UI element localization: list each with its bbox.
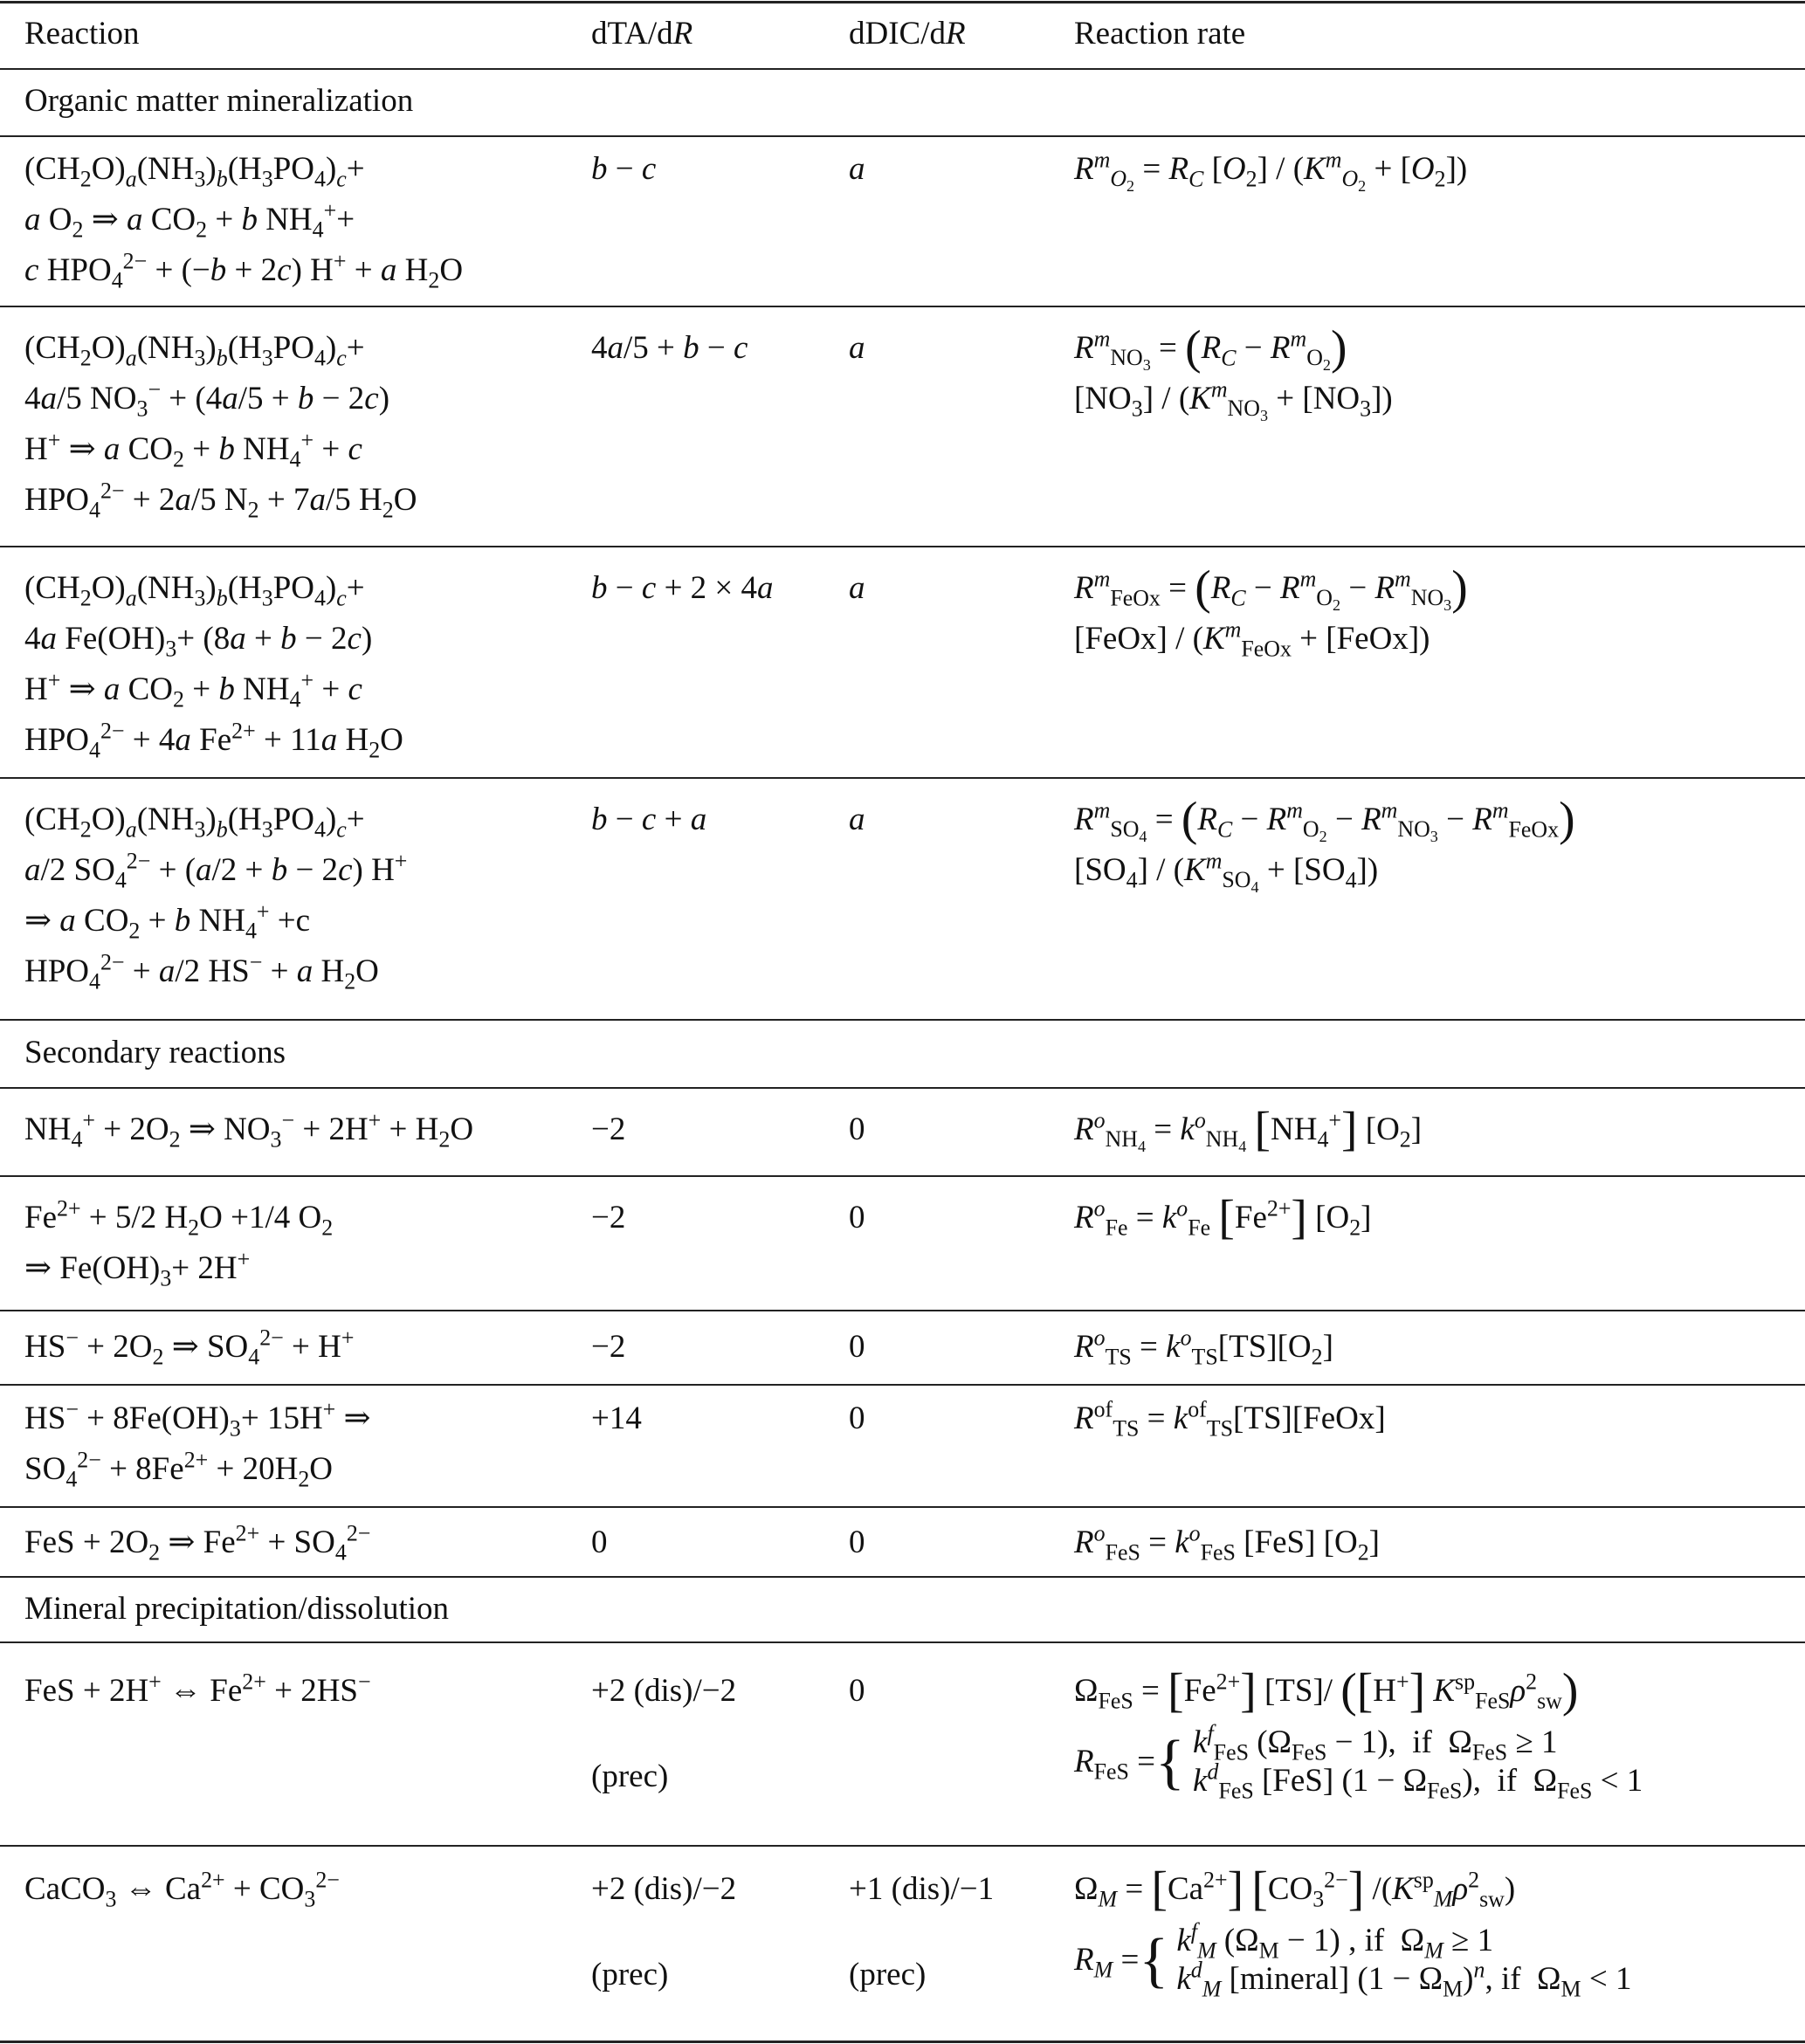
rule: [0, 777, 1805, 779]
rule: [0, 1019, 1805, 1021]
reaction-cell: $Fe^{2+} + 5/2$ $H_2O +1/4$ $O_2$ ⇒ $Fe(OH)_3+ 2H^+$: [24, 1195, 334, 1291]
rule: [0, 1087, 1805, 1089]
rate-cell: $\Omega_M = [Ca^{2+}]$ $[CO_3^{2-}]$ $/(K^{sp}_M\rho^2_{sw})$ $R_M$ ={ $k^f_M$ $(\Omega_M - 1)$ , if $\Omega_M \ge 1$ $k^d_M$ [mineral] $(1 - \Omega_M)^n$, if $\Omega_M < 1$: [1074, 1862, 1632, 2002]
ddic-line: +1 (dis)/−1: [849, 1871, 995, 1907]
section-heading: Secondary reactions: [24, 1035, 286, 1070]
dta-cell: −2: [591, 1329, 626, 1365]
section-heading: Mineral precipitation/dissolution: [24, 1591, 450, 1627]
reaction-cell: $NH_4^+ + 2O_2$ ⇒ $NO_3^- + 2H^+ + H_2O$: [24, 1107, 474, 1153]
reaction-cell: $(CH_2O)_a(NH_3)_b(H_3PO_4)_c+$ 4a $Fe(OH)_3+ (8a + b - 2c)$ H+ ⇒ a $CO_2 + b$ $NH_4^+ + c$ $HPO_4^{2-} + 4a$ $Fe^{2+} + 11a$ $H_2O$: [24, 570, 403, 763]
reaction-cell: $(CH_2O)_a(NH_3)_b(H_3PO_4)_c+$ a/2 $SO_4^{2-} + (a/2 + b - 2c)$ H+ ⇒ a $CO_2 + b$ $NH_4^+ +c$ $HPO_4^{2-} + a/2$ HS− + a $H_2O$: [24, 802, 408, 994]
rate-cell: $R^{of}_{TS}$ = $k^{of}_{TS}[TS][FeOx]$: [1074, 1396, 1386, 1442]
reaction-cell: FeS + $2O_2$ ⇒ $Fe^{2+} + SO_4^{2-}$: [24, 1520, 371, 1566]
ddic-cell: 0: [849, 1673, 865, 1709]
ddic-cell: 0: [849, 1401, 865, 1436]
col-header-rate: Reaction rate: [1074, 16, 1246, 52]
rate-cell: $R^m_{NO_3} = (R_C - R^m_{O_2})$ $[NO_3] / (K^m_{NO_3} + [NO_3])$: [1074, 321, 1393, 425]
ddic-cell: 0: [849, 1524, 865, 1560]
col-header-ddic: dDIC/dR: [849, 16, 966, 52]
dta-line: (prec): [591, 1758, 669, 1794]
dta-cell: b − c: [591, 151, 657, 187]
rule: [0, 1175, 1805, 1177]
dta-cell: 0: [591, 1524, 608, 1560]
rule-top: [0, 1, 1805, 3]
dta-line: +2 (dis)/−2: [591, 1673, 737, 1709]
col-header-dta: dTA/dR: [591, 16, 693, 52]
ddic-cell: a: [849, 330, 865, 366]
rate-cell: $\Omega_{FeS} = [Fe^{2+}]$ [TS]/ ([H+] $K^{sp}_{FeS}\rho^2_{sw}$) $R_{FeS}$ ={ $k^f_{FeS}$ $(\Omega_{FeS} - 1)$, if $\Omega_{FeS} \ge 1$ $k^d_{FeS}$ [FeS] $(1 - \Omega_{FeS})$, if $\Omega_{FeS} < 1$: [1074, 1664, 1643, 1804]
ddic-cell: [849, 1864, 994, 2000]
col-header-reaction: Reaction: [24, 16, 140, 52]
reaction-cell: $(CH_2O)_a(NH_3)_b(H_3PO_4)_c+$ 4a/5 $NO_3^- + (4a/5 + b - 2c)$ H+ ⇒ a $CO_2 + b$ $NH_4^+ + c$ $HPO_4^{2-} + 2a/5$ $N_2 + 7a/5$ $H_2O$: [24, 330, 417, 523]
rule: [0, 1845, 1805, 1847]
rate-cell: $R^m_{FeOx} = (R_C - R^m_{O_2} - R^m_{NO_3})$ [FeOx] / ($K^m_{FeOx}$ + [FeOx]): [1074, 561, 1468, 662]
dta-cell: [591, 1666, 736, 1802]
rule-header: [0, 68, 1805, 70]
rule: [0, 1506, 1805, 1508]
rule: [0, 1384, 1805, 1386]
ddic-cell: 0: [849, 1200, 865, 1235]
ddic-cell: a: [849, 151, 865, 187]
ddic-cell: a: [849, 802, 865, 837]
rule: [0, 135, 1805, 137]
rate-cell: $R^o_{FeS} = k^o_{FeS}$ [FeS] $[O_2]$: [1074, 1520, 1380, 1566]
rule: [0, 306, 1805, 307]
ddic-line: (prec): [849, 1957, 927, 1992]
rate-cell: $R^m_{O_2} = R_C$ $[O_2] / (K^m_{O_2} + [O_2])$: [1074, 147, 1468, 196]
dta-cell: 4a/5 + b − c: [591, 330, 748, 366]
ddic-cell: 0: [849, 1329, 865, 1365]
dta-cell: b − c + 2 × 4a: [591, 570, 774, 606]
reaction-cell: $HS^- + 8Fe(OH)_3+ 15H^+$ ⇒ $SO_4^{2-} + 8Fe^{2+} + 20H_2O$: [24, 1396, 371, 1492]
dta-cell: −2: [591, 1111, 626, 1147]
dta-line: +2 (dis)/−2: [591, 1871, 737, 1907]
dta-cell: +14: [591, 1401, 642, 1436]
rate-cell: $R^o_{Fe} = k^o_{Fe}$ $[Fe^{2+}]$ $[O_2]$: [1074, 1191, 1372, 1244]
rate-cell: $R^m_{SO_4} = (R_C - R^m_{O_2} - R^m_{NO_3} - R^m_{FeOx})$ $[SO_4] / (K^m_{SO_4} + [SO_4])$: [1074, 793, 1575, 897]
dta-cell: [591, 1864, 736, 2000]
rule: [0, 1641, 1805, 1643]
section-heading: Organic matter mineralization: [24, 83, 414, 119]
rule-bottom: [0, 2041, 1805, 2043]
ddic-cell: 0: [849, 1111, 865, 1147]
rule: [0, 1310, 1805, 1311]
dta-cell: b − c + a: [591, 802, 707, 837]
reaction-cell: $(CH_2O)_a(NH_3)_b(H_3PO_4)_c+$ a $O_2$ ⇒ a $CO_2 + b$ $NH_4^++$ c $HPO_4^{2-} + (-b + 2c) H^+ + a$ $H_2O$: [24, 151, 464, 293]
rate-cell: $R^o_{NH_4} = k^o_{NH_4}$ $[NH_4^+]$ $[O_2]$: [1074, 1103, 1423, 1156]
rate-cell: $R^o_{TS} = k^o_{TS}[TS][O_2]$: [1074, 1325, 1333, 1370]
ddic-cell: a: [849, 570, 865, 606]
rule: [0, 1576, 1805, 1578]
dta-cell: −2: [591, 1200, 626, 1235]
reaction-cell: $HS^- + 2O_2$ ⇒ $SO_4^{2-} + H^+$: [24, 1325, 355, 1370]
reaction-cell: FeS + 2H+ ⇔ $Fe^{2+} + 2HS^-$: [24, 1669, 371, 1709]
reaction-cell: CaCO$_3$ ⇔ $Ca^{2+} + CO_3^{2-}$: [24, 1867, 340, 1912]
rule: [0, 546, 1805, 547]
dta-line: (prec): [591, 1957, 669, 1992]
